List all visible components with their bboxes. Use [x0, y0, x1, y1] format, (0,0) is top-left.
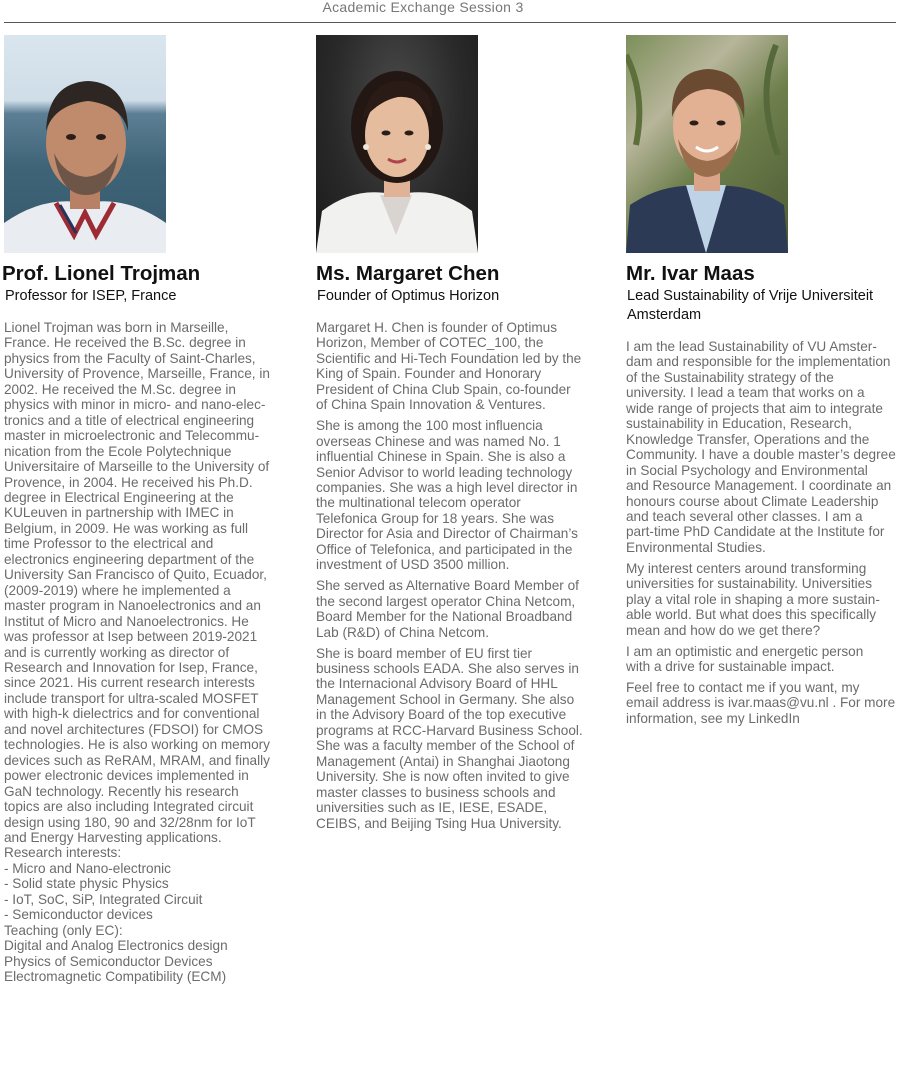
speaker-card-maas	[626, 35, 898, 732]
bio-paragraph: She is among the 100 most influencia overseas Chinese and was named No. 1 influential Chinese in Spain. She is also a Senior Advisor to world leading technology companies. She was a high level director in the multinational telecom operator Telefonica Group for 18 years. She was Director for Asia and Director of Chairman’s Office of Telefonica, and participated in the investment of USD 3500 million.	[316, 418, 578, 573]
speaker-role: Professor for ISEP, France	[5, 288, 177, 304]
speaker-role: Lead Sustainability of Vrije Universiteit Amsterdam	[627, 288, 874, 323]
bio-paragraph: Lionel Trojman was born in Marseille, France. He received the B.Sc. degree in physics from the Faculty of Saint-Charles, University of Provence, Marseille, France, in 2002. He received the M.Sc. degree in physics with minor in micro- and nano-elec- tronics and a title of electrical engineering master in microelectronic and Telecommu- nication from the Ecole Polytechnique Universitaire of Marseille to the University of Provence, in 2004. He received his Ph.D. degree in Electrical Engineering at the KULeuven in partnership with IMEC in Belgium, in 2009. He was working as full time Professor to the electrical and electronics engineering department of the University San Francisco of Quito, Ecuador, (2009-2019) where he implemented a master program in Nanoelectronics and an Institut of Micro and Nanoelectronics. He was professor at Isep between 2019-2021 and is currently working as director of Research and Innovation for Isep, France, since 2021. His current research interests include transport for ultra-scaled MOSFET with high-k dielectrics and for conventional and novel architectures (FDSOI) for CMOS technologies. He is also working on memory devices such as ReRAM, MRAM, and finally power electronic devices implemented in GaN technology. Recently his research topics are also including Integrated circuit design using 180, 90 and 32/28nm for IoT and Energy Harvesting applications. Research interests: - Micro and Nano-electronic - Solid state physic Physics - IoT, SoC, SiP, Integrated Circuit - Semiconductor devices Teaching (only EC): Digital and Analog Electronics design Physics of Semiconductor Devices Electromagnetic Compatibility (ECM)	[4, 320, 270, 985]
speaker-photo	[4, 35, 166, 253]
bio-paragraph: Feel free to contact me if you want, my email address is ivar.maas@vu.nl . For more information, see my LinkedIn	[626, 680, 896, 726]
bio-paragraph: My interest centers around transforming universities for sustainability. Universities play a vital role in shaping a more sustain- able world. But what does this specifically mean and how do we get there?	[626, 560, 880, 638]
bio-paragraph: I am an optimistic and energetic person with a drive for sustainable impact.	[626, 643, 864, 675]
page-title: Academic Exchange Session 3	[322, 0, 524, 15]
speaker-bio	[4, 320, 296, 984]
speaker-card-chen	[316, 35, 606, 837]
speaker-card-trojman	[4, 35, 296, 990]
speaker-name: Prof. Lionel Trojman	[2, 262, 201, 285]
speaker-photo	[626, 35, 788, 253]
bio-paragraph: She is board member of EU first tier business schools EADA. She also serves in the Internacional Advisory Board of HHL Management School in Germany. She also in the Advisory Board of the top executive programs at RCC-Harvard Business School. She was a faculty member of the School of Management (Antai) in Shanghai Jiaotong University. She is now often invited to give master classes to business schools and universities such as IE, IESE, ESADE, CEIBS, and Beijing Tsing Hua University.	[316, 645, 583, 831]
bio-paragraph: Margaret H. Chen is founder of Optimus Horizon, Member of COTEC_100, the Scientific and Hi-Tech Foundation led by the King of Spain. Founder and Honorary President of China Club Spain, co-founder of China Spain Innovation & Ventures.	[316, 320, 582, 413]
header-divider	[4, 22, 896, 23]
speaker-bio	[316, 320, 606, 831]
speaker-name: Ms. Margaret Chen	[316, 262, 500, 285]
bio-paragraph: She served as Alternative Board Member of the second largest operator China Netcom, Board Member for the National Broadband Lab (R&D) of China Netcom.	[316, 578, 579, 640]
bio-paragraph: I am the lead Sustainability of VU Amster- dam and responsible for the implementation of the Sustainability strategy of the university. I lead a team that works on a wide range of projects that aim to integrate sustainability in Education, Research, Knowledge Transfer, Operations and the Community. I have a double master’s degree in Social Psychology and Environmental and Resource Management. I coordinate an honours course about Climate Leadership and teach several other classes. I am a part-time PhD Candidate at the Institute for Environmental Studies.	[626, 339, 896, 555]
speaker-photo	[316, 35, 478, 253]
speaker-role: Founder of Optimus Horizon	[317, 288, 500, 304]
speaker-bio	[626, 339, 898, 726]
speaker-name: Mr. Ivar Maas	[626, 262, 755, 285]
